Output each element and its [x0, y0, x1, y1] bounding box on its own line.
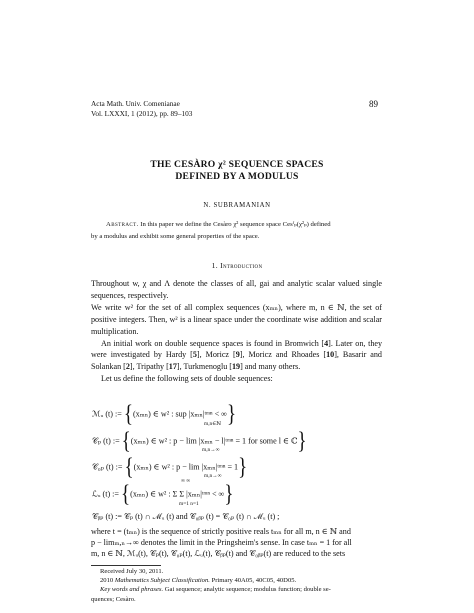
- abstract-text-1: In this paper we define the Cesàro χ² sequence space Cesᶠₚ(χ²ₚ) defined: [140, 221, 331, 228]
- eq-Cp-body: (xₘₙ) ∈ w² : p − lim |xₘₙ − l|ᵗᵐⁿ = 1 for some l ∈ ℂ: [130, 436, 298, 446]
- footnotes: [91, 567, 383, 604]
- eq-Lu-body: (xₘₙ) ∈ w² : Σ Σ |xₘₙ|ᵗᵐⁿ < ∞: [130, 489, 225, 499]
- citation-4: 4: [324, 338, 329, 348]
- equation-C0p: 𝒞₀ₚ (t) := {(xₘₙ) ∈ w² : p − lim |xₘₙ|ᵗᵐⁿ = 1} m,n→∞: [92, 454, 248, 481]
- eq-Lu-sup: ∞ ∞: [181, 478, 191, 484]
- paragraph-4: Let us define the following sets of double sequences:: [101, 374, 273, 384]
- title-line-2: DEFINED BY A MODULUS: [175, 171, 299, 182]
- eq-C0p-body: (xₘₙ) ∈ w² : p − lim |xₘₙ|ᵗᵐⁿ = 1: [133, 462, 239, 472]
- eq-Cp-lhs: 𝒞ₚ (t) :=: [92, 436, 120, 446]
- p3-text-f: ], Tripathy [: [129, 362, 169, 372]
- msc-value: Primary 40A05, 40C05, 40D05.: [211, 577, 297, 585]
- section-heading: 1. Introduction: [211, 261, 263, 270]
- eq-Mu-lhs: ℳᵤ (t) :=: [92, 409, 122, 419]
- journal-volume: Vol. LXXXI, 1 (2012), pp. 89–103: [91, 108, 193, 118]
- paper-title: [0, 159, 474, 183]
- footnote-rule: [91, 565, 161, 566]
- p3-text-b: ]. Later on, they were investigated by Hardy [: [91, 338, 383, 360]
- citation-10: 10: [326, 350, 335, 360]
- paragraph-2: We write w² for the set of all complex sequences (xₘₙ), where m, n ∈ ℕ, the set of positive integers. Then, w² is a linear space under the coordinate wise addition and scalar multiplication.: [91, 302, 382, 336]
- body-text: [91, 278, 382, 385]
- eq-Mu-body: (xₘₙ) ∈ w² : sup |xₘₙ|ᵗᵐⁿ < ∞: [132, 409, 227, 419]
- citation-2: 2: [125, 362, 130, 372]
- eq-Lu-sub: m=1 n=1: [179, 501, 199, 507]
- keywords-value: Gai sequence; analytic sequence; modulus function; double se-: [164, 586, 331, 594]
- p5-line-3: m, n ∈ ℕ, ℳᵤ(t), 𝒞ₚ(t), 𝒞₀ₚ(t), ℒᵤ(t), 𝒞ᵦₚ(t) and 𝒞₀ᵦₚ(t) are reduced to the sets: [91, 549, 346, 559]
- eq-C0p-sub: m,n→∞: [204, 473, 222, 479]
- title-line-1: THE CESÀRO χ² SEQUENCE SPACES: [150, 159, 324, 170]
- footnote-received: Received July 30, 2011.: [100, 568, 164, 575]
- eq-Lu-lhs: ℒᵤ (t) :=: [92, 489, 119, 499]
- journal-header: [91, 99, 192, 118]
- citation-17: 17: [168, 362, 177, 372]
- eq-Mu-sub: m,n∈ℕ: [204, 421, 222, 427]
- abstract-line-1: [91, 219, 383, 231]
- p3-text-d: ], Moricz and Rhoades [: [239, 350, 327, 360]
- msc-year: 2010: [100, 577, 114, 585]
- footnote-keywords: [91, 585, 383, 594]
- equation-Cbp: 𝒞ᵦₚ (t) := 𝒞ₚ (t) ∩ ℳᵤ (t) and 𝒞₀ᵦₚ (t) = 𝒞₀ₚ (t) ∩ ℳᵤ (t) ;: [92, 512, 280, 521]
- abstract-label: Abstract.: [106, 221, 139, 228]
- p3-text-h: ] and many others.: [240, 362, 301, 372]
- journal-name: Acta Math. Univ. Comenianae: [91, 99, 180, 108]
- eq-C0p-lhs: 𝒞₀ₚ (t) :=: [92, 462, 123, 472]
- author-name: N. SUBRAMANIAN: [203, 202, 271, 209]
- paragraph-3: [91, 338, 382, 374]
- page-number: 89: [369, 99, 378, 109]
- abstract-text-2: by a modulus and exhibit some general properties of the space.: [91, 233, 260, 240]
- msc-label: Mathematics Subject Classification.: [114, 577, 210, 585]
- equation-Mu: ℳᵤ (t) := {(xₘₙ) ∈ w² : sup |xₘₙ|ᵗᵐⁿ < ∞} m,n∈ℕ: [92, 401, 237, 428]
- eq-Cp-sub: m,n→∞: [202, 447, 220, 453]
- p3-text-e: ], Basarir and Solankan [: [91, 350, 382, 372]
- p3-text-a: An initial work on double sequence spaces is found in Bromwich [: [101, 338, 325, 348]
- paragraph-1: Throughout w, χ and Λ denote the classes of all, gai and analytic scalar valued single sequences, respectively.: [91, 279, 382, 300]
- citation-19: 19: [231, 362, 241, 372]
- p3-text-c: ], Moricz [: [196, 350, 236, 360]
- paragraph-5: [91, 526, 382, 560]
- p5-line-1: where t = (tₘₙ) is the sequence of strictly positive reals tₘₙ for all m, n ∈ ℕ and: [91, 527, 351, 536]
- p3-text-g: ], Turkmenoglu [: [176, 362, 232, 372]
- keywords-label: Key words and phrases.: [100, 586, 164, 594]
- citation-9: 9: [235, 350, 240, 360]
- p5-line-2: p − limₘ,ₙ→∞ denotes the limit in the Pringsheim's sense. In case tₘₙ = 1 for all: [91, 538, 352, 548]
- equation-Lu: ∞ ∞ ℒᵤ (t) := {(xₘₙ) ∈ w² : Σ Σ |xₘₙ|ᵗᵐⁿ < ∞} m=1 n=1: [92, 478, 234, 508]
- footnote-msc: [91, 576, 383, 585]
- footnote-keywords-cont: quences; Cesàro.: [91, 595, 136, 603]
- citation-5: 5: [192, 350, 197, 360]
- abstract: [91, 219, 383, 243]
- equation-Cp: 𝒞ₚ (t) := {(xₘₙ) ∈ w² : p − lim |xₘₙ − l|ᵗᵐⁿ = 1 for some l ∈ ℂ} m,n→∞: [92, 428, 307, 455]
